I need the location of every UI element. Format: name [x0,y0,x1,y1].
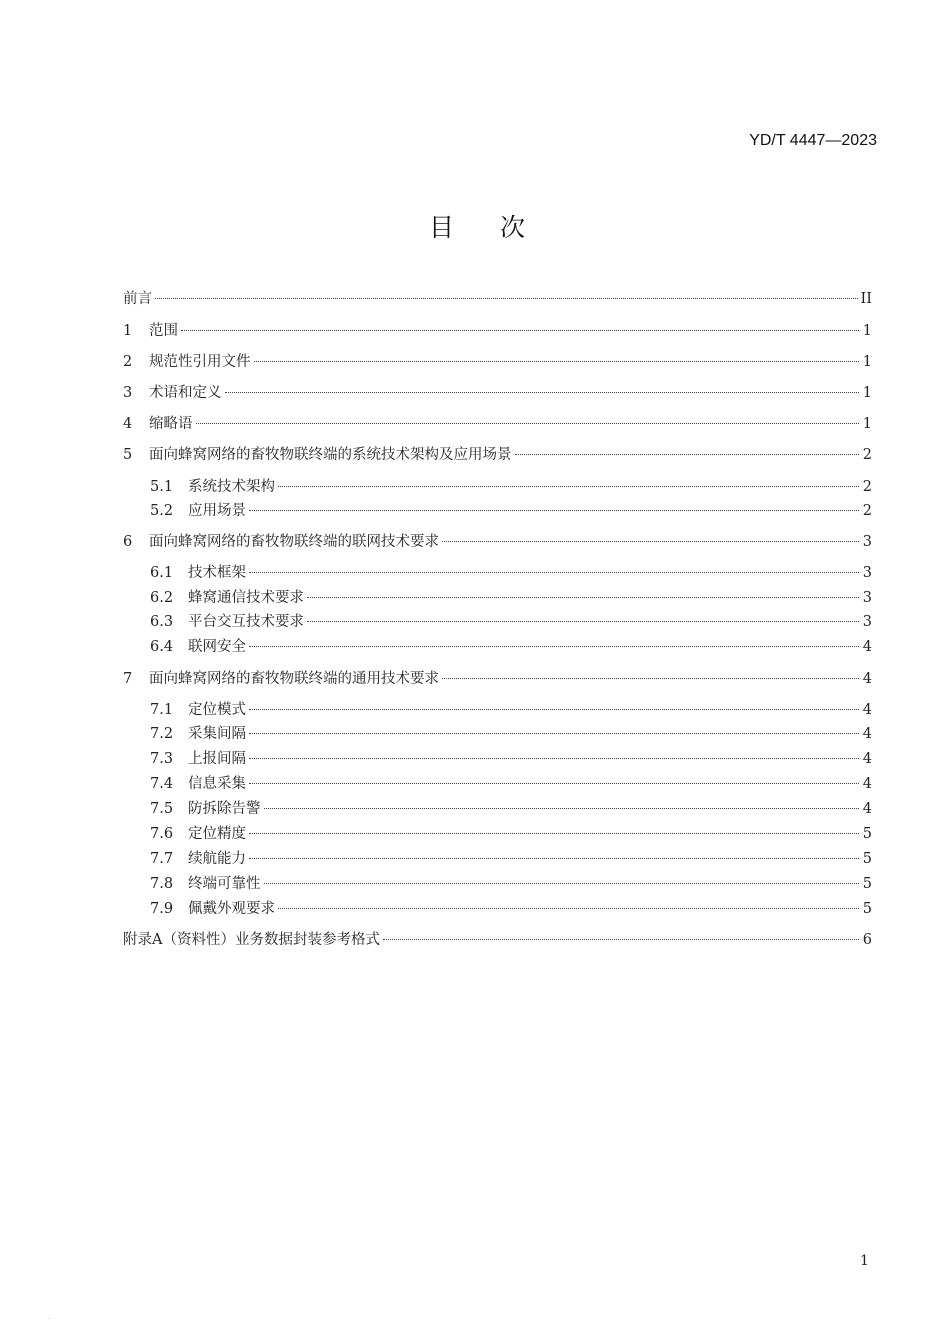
toc-entry[interactable] [150,724,872,744]
page-number: 1 [860,1253,869,1269]
toc-entry-page: 5 [862,826,872,842]
toc-entry-page: 2 [862,479,872,495]
dot-leader [196,423,860,424]
toc-entry-label: 上报间隔 [188,751,246,767]
dot-leader [181,330,859,331]
toc-entry-label: 平台交互技术要求 [188,614,304,630]
toc-entry-number: 4 [123,416,133,432]
dot-leader [307,621,859,622]
toc-entry-label: 续航能力 [188,851,246,867]
toc-entry-page: 4 [862,639,872,655]
toc-entry-number: 7.2 [150,726,174,742]
toc-entry-page: 6 [862,932,872,948]
toc-entry-label: 术语和定义 [149,385,222,401]
toc-entry-page: 3 [862,534,872,550]
toc-entry-page: 1 [862,385,872,401]
dot-leader [264,808,860,809]
dot-leader [249,510,859,511]
toc-entry-label: 面向蜂窝网络的畜牧物联终端的联网技术要求 [149,534,439,550]
toc-entry-page: 5 [862,851,872,867]
toc-entry-page: 4 [862,776,872,792]
toc-entry-label: 面向蜂窝网络的畜牧物联终端的通用技术要求 [149,671,439,687]
dot-leader [278,486,859,487]
toc-entry-page: 1 [862,416,872,432]
toc-entry[interactable] [150,774,872,794]
toc-entry[interactable] [150,899,872,919]
toc-entry-label: 应用场景 [188,503,246,519]
dot-leader [249,833,859,834]
dot-leader [249,709,859,710]
toc-entry[interactable] [123,930,872,950]
toc-entry-label: 规范性引用文件 [149,354,251,370]
toc-entry[interactable] [123,669,872,689]
toc-entry[interactable] [150,637,872,657]
toc-entry[interactable] [123,289,872,309]
toc-entry-label: 信息采集 [188,776,246,792]
standard-number: YD/T 4447—2023 [749,132,877,149]
toc-entry-label: 防拆除告警 [188,801,261,817]
toc-entry[interactable] [150,849,872,869]
toc-entry[interactable] [150,700,872,720]
toc-entry-number: 5.2 [150,503,174,519]
dot-leader [264,883,860,884]
dot-leader [442,541,859,542]
toc-entry-number: 6.1 [150,565,174,581]
toc-entry[interactable] [150,588,872,608]
toc-entry-label: 终端可靠性 [188,876,261,892]
dot-leader [307,597,859,598]
toc-entry-label: 系统技术架构 [188,479,275,495]
toc-entry-page: 4 [862,726,872,742]
dot-leader [225,392,860,393]
toc-entry-page: 3 [862,565,872,581]
toc-entry[interactable] [123,383,872,403]
dot-leader [515,454,860,455]
toc-entry-number: 5 [123,447,133,463]
toc-entry[interactable] [123,352,872,372]
toc-entry-number: 6.2 [150,590,174,606]
toc-entry-label: 蜂窝通信技术要求 [188,590,304,606]
toc-entry-number: 5.1 [150,479,174,495]
toc-entry-number: 1 [123,323,133,339]
dot-leader [155,298,858,299]
toc-entry-number: 7 [123,671,133,687]
dot-leader [249,758,859,759]
toc-entry-number: 7.7 [150,851,174,867]
toc-entry-page: 2 [862,503,872,519]
toc-entry-number: 6.3 [150,614,174,630]
dot-leader [383,939,859,940]
toc-entry-page: 4 [862,702,872,718]
toc-entry-label: 缩略语 [149,416,193,432]
toc-entry-number: 3 [123,385,133,401]
toc-entry-number: 7.9 [150,901,174,917]
corner-mark: · [48,1316,50,1323]
toc-entry[interactable] [123,321,872,341]
toc-entry-label: 范围 [149,323,178,339]
toc-entry-page: 5 [862,901,872,917]
toc-entry[interactable] [150,477,872,497]
dot-leader [442,678,859,679]
toc-entry-label: 定位精度 [188,826,246,842]
toc-entry[interactable] [150,563,872,583]
toc-entry-page: 5 [862,876,872,892]
toc-entry-label: 技术框架 [188,565,246,581]
dot-leader [249,858,859,859]
toc-entry-label: 佩戴外观要求 [188,901,275,917]
dot-leader [249,733,859,734]
toc-entry[interactable] [123,414,872,434]
toc-entry[interactable] [123,532,872,552]
toc-entry-number: 6 [123,534,133,550]
toc-entry-number: 2 [123,354,133,370]
toc-entry-label: 定位模式 [188,702,246,718]
toc-entry-label: 面向蜂窝网络的畜牧物联终端的系统技术架构及应用场景 [149,447,512,463]
toc-entry-page: 2 [862,447,872,463]
toc-entry[interactable] [150,799,872,819]
toc-entry[interactable] [150,874,872,894]
toc-entry-number: 7.6 [150,826,174,842]
toc-entry[interactable] [123,445,872,465]
toc-entry-page: II [860,291,872,307]
toc-entry-label: 附录A（资料性）业务数据封装参考格式 [123,932,380,948]
dot-leader [249,572,859,573]
toc-entry[interactable] [150,824,872,844]
toc-entry-page: 1 [862,323,872,339]
toc-entry-number: 7.8 [150,876,174,892]
dot-leader [249,646,859,647]
toc-entry-label: 前言 [123,291,152,307]
page-title: 目次 [428,213,571,242]
toc-entry-label: 采集间隔 [188,726,246,742]
toc-entry-page: 4 [862,671,872,687]
toc-entry-page: 1 [862,354,872,370]
dot-leader [249,783,859,784]
toc-entry-number: 7.1 [150,702,174,718]
toc-entry-page: 3 [862,590,872,606]
toc-entry[interactable] [150,749,872,769]
toc-entry[interactable] [150,612,872,632]
toc-entry-number: 7.3 [150,751,174,767]
toc-entry-page: 4 [862,801,872,817]
dot-leader [278,908,859,909]
toc-entry-number: 6.4 [150,639,174,655]
toc-entry-page: 4 [862,751,872,767]
toc-entry-page: 3 [862,614,872,630]
dot-leader [254,361,860,362]
toc-entry[interactable] [150,501,872,521]
toc-entry-label: 联网安全 [188,639,246,655]
toc-entry-number: 7.4 [150,776,174,792]
toc-entry-number: 7.5 [150,801,174,817]
